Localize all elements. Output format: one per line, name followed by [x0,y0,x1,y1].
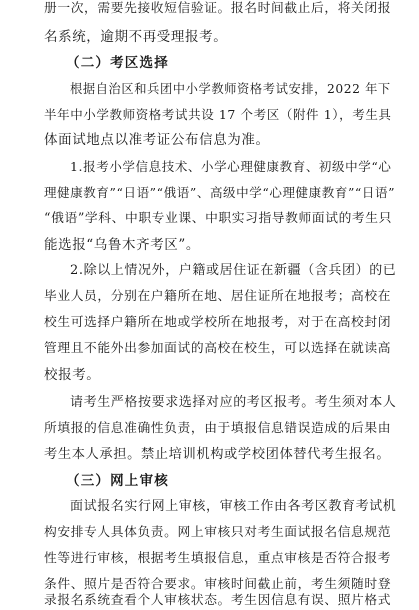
paragraph-line: 构安排专人具体负责。网上审核只对考生面试报名信息规范 [44,525,392,540]
section-heading: （三）网上审核 [66,473,169,489]
paragraph-line: 半年中小学教师资格考试共设 17 个考区（附件 1），考生具 [44,107,392,122]
paragraph-line: 理健康教育”“日语”“俄语”、高级中学“心理健康教育”“日语” [44,185,396,200]
paragraph-line: 所填报的信息准确性负责，由于填报信息错误造成的后果由 [44,421,392,436]
paragraph-line: 校报考。 [44,367,101,383]
paragraph-line: 册一次，需要先接收短信验证。报名时间截止后，将关闭报 [44,1,392,16]
paragraph-line: 性等进行审核，根据考生填报信息，重点审核是否符合报考 [44,551,392,566]
paragraph-line: 录报名系统查看个人审核状态。考生因信息有误、照片格式 [44,593,392,608]
paragraph-line: 考生本人承担。禁止培训机构或学校团体替代考生报名。 [44,447,391,462]
paragraph-line: 体面试地点以准考证公布信息为准。 [44,132,270,148]
paragraph-line: 面试报名实行网上审核，审核工作由各考区教育考试机 [70,499,397,514]
paragraph-line: 名系统，逾期不再受理报考。 [44,29,228,45]
paragraph-line: 管理且不能外出参加面试的高校在校生，可以选择在就读高 [44,341,392,356]
paragraph-line: 2.除以上情况外，户籍或居住证在新疆（含兵团）的已 [70,263,397,278]
section-heading: （二）考区选择 [66,55,169,71]
paragraph-line: 条件、照片是否符合要求。审核时间截止前，考生须随时登 [44,577,392,592]
paragraph-line: 请考生严格按要求选择对应的考区报考。考生须对本人 [70,395,397,410]
paragraph-line: 1.报考小学信息技术、小学心理健康教育、初级中学“心 [70,159,392,174]
paragraph-line: “俄语”学科、中职专业课、中职实习指导教师面试的考生只 [44,211,392,226]
paragraph-line: 毕业人员，分别在户籍所在地、居住证所在地报考；高校在 [44,289,392,304]
paragraph-line: 能选报“乌鲁木齐考区”。 [44,237,201,253]
paragraph-line: 根据自治区和兵团中小学教师资格考试安排，2022 年下 [70,82,391,96]
paragraph-line: 校生可选择户籍所在地或学校所在地报考，对于在高校封闭 [44,315,392,330]
